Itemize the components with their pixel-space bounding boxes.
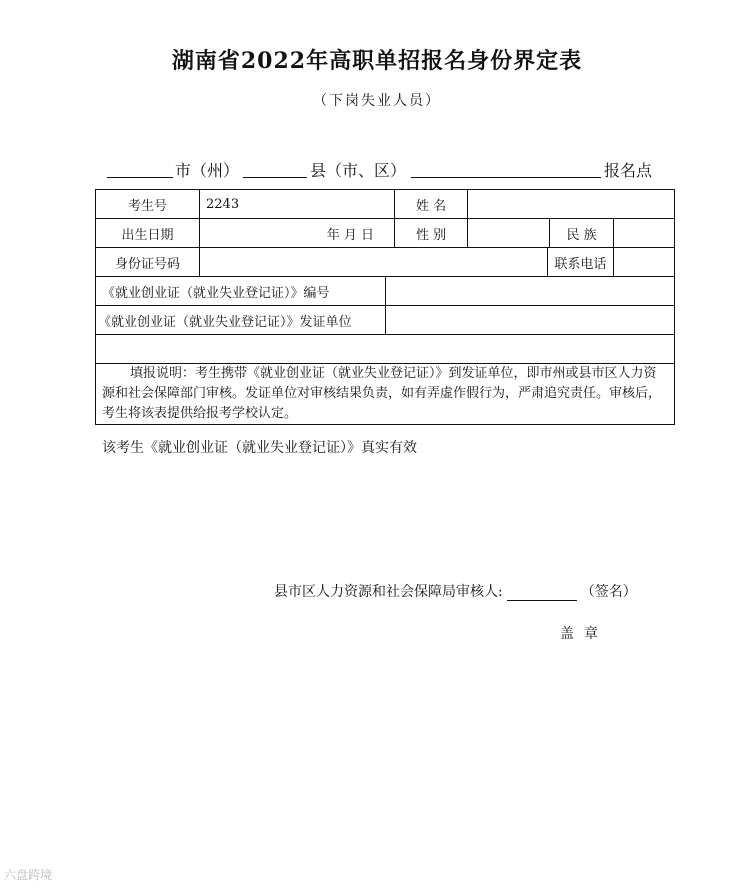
reviewer-suffix: （签名）: [580, 584, 637, 600]
row-note: [96, 364, 675, 425]
gender-value[interactable]: [468, 219, 550, 248]
ethnicity-label: 民 族: [550, 219, 614, 248]
filling-note: 填报说明：考生携带《就业创业证（就业失业登记证）》到发证单位，即市州或县市区人力资源和社会保障部门审核。发证单位对审核结果负责，如有弄虚作假行为，严肃追究责任。审核后，考生将该表提供给报考学校认定。: [96, 364, 675, 425]
verification-statement: 该考生《就业创业证（就业失业登记证）》真实有效: [102, 440, 417, 456]
page-title: 湖南省2022年高职单招报名身份界定表: [171, 48, 583, 74]
cert-no-label: 《就业创业证（就业失业登记证）》编号: [96, 277, 386, 306]
ethnicity-value[interactable]: [614, 219, 675, 248]
birth-value[interactable]: 年 月 日: [200, 219, 395, 248]
row-exam-no: [96, 190, 675, 219]
id-label: 身份证号码: [96, 248, 200, 277]
phone-value[interactable]: [614, 248, 675, 277]
gender-label: 性 别: [395, 219, 468, 248]
name-label: 姓 名: [395, 190, 468, 219]
exam-no-label: 考生号: [96, 190, 200, 219]
row-cert-no: [96, 277, 675, 306]
county-blank[interactable]: [243, 177, 307, 178]
reviewer-line: [274, 581, 637, 601]
page-subtitle: （下岗失业人员）: [313, 93, 441, 109]
site-blank[interactable]: [411, 177, 601, 178]
row-birth: [96, 219, 675, 248]
county-label: 县（市、区）: [310, 161, 407, 180]
site-label: 报名点: [604, 161, 653, 180]
phone-label: 联系电话: [548, 248, 614, 277]
row-verification: [96, 335, 675, 364]
reviewer-prefix: 县市区人力资源和社会保障局审核人:: [274, 584, 503, 600]
cert-no-value[interactable]: [386, 277, 675, 306]
id-value[interactable]: [200, 248, 548, 277]
cert-issuer-label: 《就业创业证（就业失业登记证）》发证单位: [96, 306, 386, 335]
row-id: [96, 248, 675, 277]
cert-issuer-value[interactable]: [386, 306, 675, 335]
seal-label: 盖章: [560, 626, 608, 642]
birth-label: 出生日期: [96, 219, 200, 248]
watermark: 六盘跨境: [4, 868, 53, 882]
city-blank[interactable]: [107, 177, 173, 178]
city-label: 市（州）: [175, 161, 240, 180]
reviewer-signature-blank[interactable]: [507, 586, 577, 601]
identity-form-table: [95, 189, 675, 642]
exam-no-value[interactable]: 2243: [200, 190, 395, 219]
name-value[interactable]: [468, 190, 675, 219]
row-cert-issuer: [96, 306, 675, 335]
